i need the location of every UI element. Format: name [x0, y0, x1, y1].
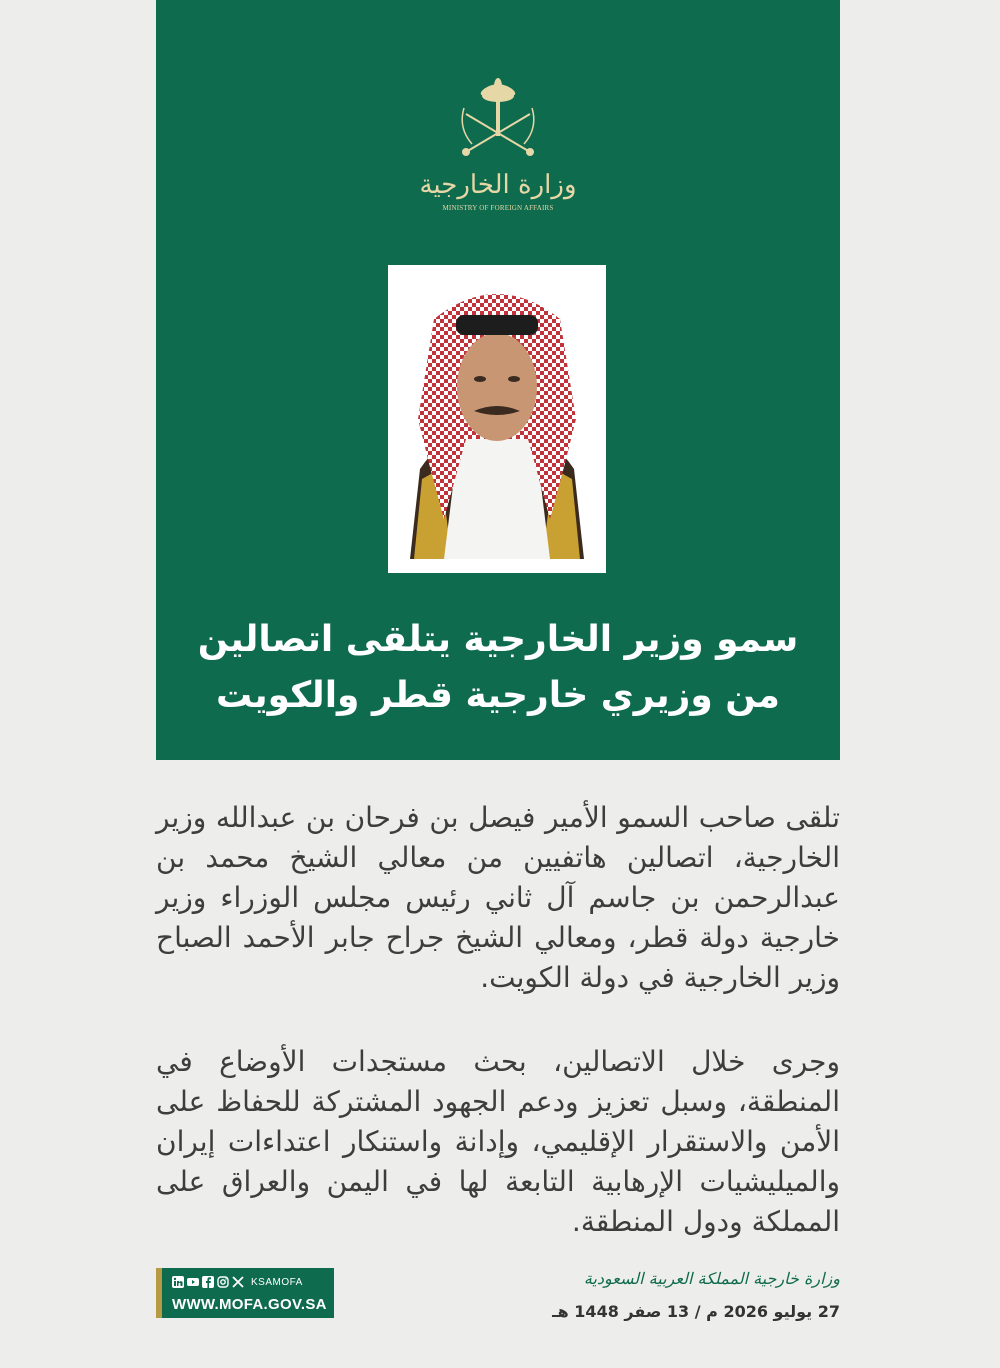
- instagram-icon[interactable]: [217, 1276, 229, 1288]
- x-icon[interactable]: [232, 1276, 244, 1288]
- header-card: [156, 0, 840, 760]
- facebook-icon[interactable]: [202, 1276, 214, 1288]
- minister-portrait: [400, 279, 594, 559]
- publication-date: 27 يوليو 2026 م / 13 صفر 1448 هـ: [552, 1302, 840, 1321]
- youtube-icon[interactable]: [187, 1276, 199, 1288]
- saudi-emblem-icon: [456, 78, 540, 160]
- social-handle[interactable]: KSAMOFA: [251, 1276, 303, 1288]
- headline: سمو وزير الخارجية يتلقى اتصالين من وزيري خارجية قطر والكويت: [197, 619, 799, 716]
- linkedin-icon[interactable]: [172, 1276, 184, 1288]
- article-body: [156, 798, 840, 1286]
- signature-block: [500, 1268, 840, 1324]
- ministry-name-english: MINISTRY OF FOREIGN AFFAIRS: [442, 204, 554, 212]
- ministry-name-arabic: وزارة الخارجية: [419, 170, 577, 200]
- article-paragraph: وجرى خلال الاتصالين، بحث مستجدات الأوضاع في المنطقة، وسبل تعزيز ودعم الجهود المشتركة للحفاظ على الأمن والاستقرار الإقليمي، وإدانة واستنكار اعتداءات إيران والميليشيات الإرهابية التابعة لها في اليمن والعراق على المملكة ودول المنطقة.: [156, 1045, 840, 1238]
- article-paragraph: تلقى صاحب السمو الأمير فيصل بن فرحان بن عبدالله وزير الخارجية، اتصالين هاتفيين من معالي الشيخ محمد بن عبدالرحمن بن جاسم آل ثاني رئيس مجلس الوزراء وزير خارجية دولة قطر، ومعالي الشيخ جراح جابر الأحمد الصباح وزير الخارجية في دولة الكويت.: [156, 801, 840, 994]
- portrait-frame: [388, 265, 606, 573]
- social-icons-row: [172, 1274, 324, 1290]
- website-link[interactable]: WWW.MOFA.GOV.SA: [172, 1296, 327, 1313]
- social-links-badge[interactable]: [156, 1268, 334, 1318]
- issuer-name: وزارة خارجية المملكة العربية السعودية: [583, 1269, 840, 1288]
